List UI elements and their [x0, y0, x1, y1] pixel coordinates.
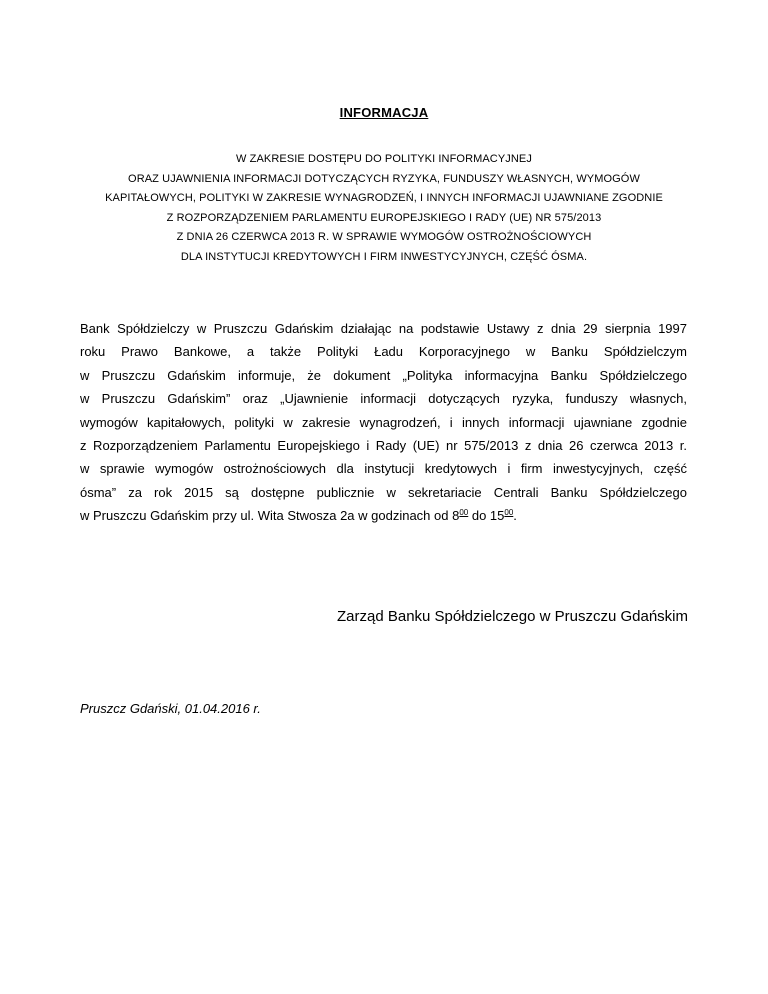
place-date: Pruszcz Gdański, 01.04.2016 r. — [80, 701, 261, 716]
hour-to: 15 — [489, 508, 505, 524]
subtitle-line: W ZAKRESIE DOSTĘPU DO POLITYKI INFORMACYJNEJ — [236, 153, 532, 165]
document-title: INFORMACJA — [339, 105, 429, 120]
signature: Zarząd Banku Spółdzielczego w Pruszczu Gdańskim — [337, 608, 688, 625]
body-line-hours — [80, 504, 687, 527]
minutes-to: 00 — [504, 508, 514, 518]
hours-prefix: w Pruszczu Gdańskim przy ul. Wita Stwosza 2a w godzinach od — [80, 508, 453, 524]
hours-suffix: . — [513, 508, 517, 524]
body-line: w sprawie wymogów ostrożnościowych dla instytucji kredytowych i firm inwestycyjnych, część — [80, 461, 687, 477]
minutes-from: 00 — [459, 508, 469, 518]
body-line: wymogów kapitałowych, polityki w zakresie wynagrodzeń, i innych informacji ujawniane zgodnie — [80, 414, 687, 430]
body-paragraph — [80, 317, 687, 528]
subtitle-line: Z ROZPORZĄDZENIEM PARLAMENTU EUROPEJSKIEGO I RADY (UE) NR 575/2013 — [166, 211, 602, 224]
body-line: roku Prawo Bankowe, a także Polityki Ładu Korporacyjnego w Banku Spółdzielczym — [80, 344, 687, 360]
body-line: w Pruszczu Gdańskim” oraz „Ujawnienie informacji dotyczących ryzyka, funduszy własnych, — [80, 391, 687, 407]
document-subtitle — [60, 150, 708, 267]
body-line: ósma” za rok 2015 są dostępne publicznie w sekretariacie Centrali Banku Spółdzielczego — [80, 484, 687, 500]
subtitle-line: DLA INSTYTUCJI KREDYTOWYCH I FIRM INWESTYCYJNYCH, CZĘŚĆ ÓSMA. — [180, 250, 588, 263]
subtitle-line: Z DNIA 26 CZERWCA 2013 R. W SPRAWIE WYMOGÓW OSTROŻNOŚCIOWYCH — [176, 231, 592, 243]
subtitle-line: ORAZ UJAWNIENIA INFORMACJI DOTYCZĄCYCH RYZYKA, FUNDUSZY WŁASNYCH, WYMOGÓW — [128, 172, 640, 185]
body-line: w Pruszczu Gdańskim informuje, że dokument „Polityka informacyjna Banku Spółdzielczego — [80, 367, 687, 383]
body-line: z Rozporządzeniem Parlamentu Europejskiego i Rady (UE) nr 575/2013 z dnia 26 czerwca 2013 r. — [80, 438, 687, 454]
body-line: Bank Spółdzielczy w Pruszczu Gdańskim działając na podstawie Ustawy z dnia 29 sierpnia 1997 — [80, 321, 687, 336]
hour-from: 8 — [452, 508, 460, 524]
hours-connector: do — [468, 508, 490, 524]
subtitle-line: KAPITAŁOWYCH, POLITYKI W ZAKRESIE WYNAGRODZEŃ, I INNYCH INFORMACJI UJAWNIANE ZGODNIE — [105, 192, 663, 204]
